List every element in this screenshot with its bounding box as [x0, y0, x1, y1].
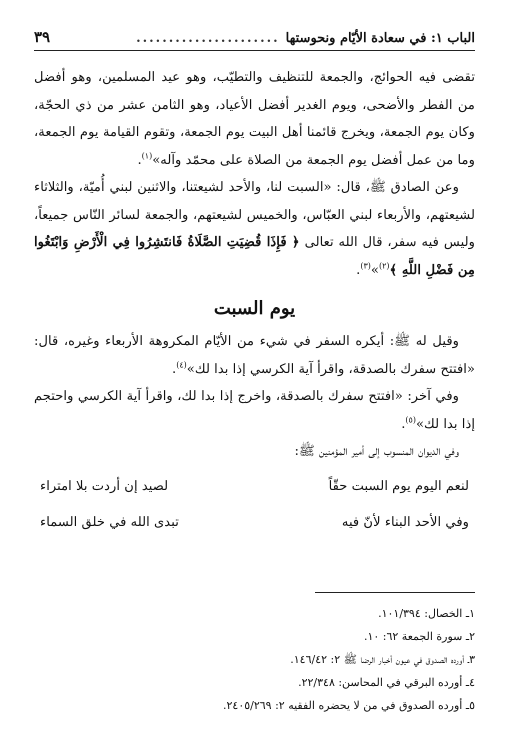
quran-verse: ﴿ فَإِذَا قُضِيَتِ الصَّلَاةُ فَانتَشِرُوا فِي الْأَرْضِ وَابْتَغُوا مِن فَضْلِ اللَّهِ ﴾: [34, 235, 475, 278]
footnote-5: ٥ـ أورده الصدوق في من لا يحضره الفقيه ٢: ٢٤٠٥/٢٦٩.: [223, 699, 475, 712]
verse-1-second-hemistich: لصيد إن أردت بلا امتراء: [40, 478, 169, 494]
page-number: ٣٩: [34, 28, 51, 46]
chapter-title: الباب ١: في سعادة الأيّام ونحوستها: [285, 31, 475, 46]
footnotes: [100, 602, 475, 717]
footnote-ref-5: (٥): [405, 415, 416, 425]
footnote-ref-3: (٣): [360, 261, 371, 271]
paragraph-1: تقضى فيه الحوائج، والجمعة للتنظيف والتطيّب، وهو عيد المسلمين، وهو أفضل من الفطر والأضحى، ويوم الغدير أفضل الأعياد، وهو الثامن عشر من ذي الحجّة، وكان يوم الجمعة، ويخرج قائمنا أهل البيت يوم الجمعة، وتقوم القيامة يوم الجمعة، وما من عمل أفضل يوم الجمعة من الصلاة على محمّد وآله»$^{(١)}$.: [34, 70, 475, 168]
paragraph-3: وقيل له ﷺ: أيكره السفر في شيء من الأيّام المكروهة الأربعاء وغيره، قال: «افتتح سفرك بالصدقة، واقرأ آية الكرسي إذا بدا لك»$^{(٤)}$.: [34, 334, 475, 377]
footnote-2: ٢ـ سورة الجمعة ٦٢: ١٠.: [363, 630, 475, 643]
poem-verse-1: [40, 472, 469, 502]
verse-2-first-hemistich: وفي الأحد البناء لأنّ فيه: [341, 514, 469, 530]
page-body: [34, 64, 475, 538]
footnote-ref-4: (٤): [176, 360, 187, 370]
footnote-ref-1: (١): [141, 151, 153, 161]
footnote-1: ١ـ الخصال: ١٠١/٣٩٤.: [378, 607, 475, 620]
footnote-4: ٤ـ أورده البرقي في المحاسن: ٢٢/٣٤٨.: [298, 676, 475, 689]
paragraph-4: وفي آخر: «افتتح سفرك بالصدقة، واخرج إذا بدا لك، واقرأ آية الكرسي واحتجم إذا بدا لك»$^{(٥)}$.: [34, 389, 475, 432]
paragraph-2: وعن الصادق ﷺ، قال: «السبت لنا، والأحد لشيعتنا، والاثنين لبني أُميّة، والثلاثاء لشيعتهم، والأربعاء لبني العبّاس، والخميس لشيعتهم، والجمعة لسائر النّاس جميعاً، وليس فيه سفر، قال الله تعالى ﴿ فَإِذَا قُضِيَتِ الصَّلَاةُ فَانتَشِرُوا فِي الْأَرْضِ وَابْتَغُوا مِن فَضْلِ اللَّهِ ﴾$^{(٢)}$»$^{(٣)}$.: [34, 180, 476, 278]
section-heading: يوم السبت: [213, 298, 296, 319]
verse-1-first-hemistich: لنعم اليوم يوم السبت حقّاً: [328, 478, 469, 494]
verse-2-second-hemistich: تبدى الله في خلق السماء: [40, 514, 179, 530]
footnote-ref-2: (٢): [379, 261, 390, 271]
footnote-3: ٣ـ أورده الصدوق في عيون أخبار الرضا ﷺ ٢: ١٤٦/٤٢.: [290, 653, 475, 666]
running-header: [34, 28, 475, 51]
poem-verse-2: [40, 508, 469, 538]
leader-dots: ......................: [136, 31, 280, 46]
paragraph-5: وفي الديوان المنسوب إلى أمير المؤمنين ﷺ:: [294, 444, 459, 459]
footnote-divider: [315, 592, 475, 593]
